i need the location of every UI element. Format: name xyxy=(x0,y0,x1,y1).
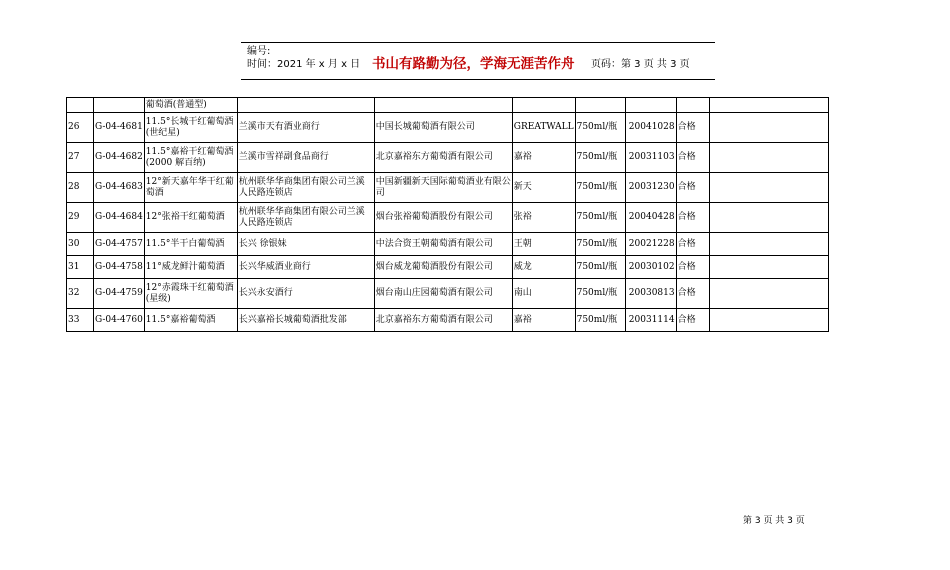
sample-code-cell: G-04-4682 xyxy=(94,143,145,173)
production-date-cell: 20021228 xyxy=(625,233,676,256)
production-date-cell: 20040428 xyxy=(625,203,676,233)
manufacturer-cell: 北京嘉裕东方葡萄酒有限公司 xyxy=(374,143,512,173)
table-row xyxy=(67,309,829,332)
sampled-unit-cell: 兰溪市天有酒业商行 xyxy=(237,113,374,143)
manufacturer-cell: 烟台威龙葡萄酒股份有限公司 xyxy=(374,256,512,279)
sampled-unit-cell: 杭州联华华商集团有限公司兰溪人民路连锁店 xyxy=(237,173,374,203)
result-cell: 合格 xyxy=(676,256,709,279)
product-name-cell: 12°新天嘉年华干红葡萄酒 xyxy=(144,173,237,203)
sampled-unit-cell: 长兴嘉裕长城葡萄酒批发部 xyxy=(237,309,374,332)
brand-cell: 张裕 xyxy=(512,203,575,233)
manufacturer-cell: 中国长城葡萄酒有限公司 xyxy=(374,113,512,143)
table-cell xyxy=(374,98,512,113)
table-row xyxy=(67,173,829,203)
table-row-continuation xyxy=(67,98,829,113)
product-name-cell: 11.5°嘉裕干红葡萄酒(2000 解百纳) xyxy=(144,143,237,173)
remarks-cell xyxy=(709,233,828,256)
page-header xyxy=(241,42,715,80)
manufacturer-cell: 烟台南山庄园葡萄酒有限公司 xyxy=(374,279,512,309)
brand-cell: 南山 xyxy=(512,279,575,309)
remarks-cell xyxy=(709,143,828,173)
manufacturer-cell: 北京嘉裕东方葡萄酒有限公司 xyxy=(374,309,512,332)
table-cell xyxy=(625,98,676,113)
spec-cell: 750ml/瓶 xyxy=(575,233,625,256)
sampled-unit-cell: 兰溪市雪祥副食品商行 xyxy=(237,143,374,173)
result-cell: 合格 xyxy=(676,233,709,256)
product-name-cell: 12°赤霞珠干红葡萄酒(星级) xyxy=(144,279,237,309)
brand-cell: 嘉裕 xyxy=(512,143,575,173)
sample-code-cell: G-04-4758 xyxy=(94,256,145,279)
table-cell xyxy=(512,98,575,113)
manufacturer-cell: 烟台张裕葡萄酒股份有限公司 xyxy=(374,203,512,233)
spec-cell: 750ml/瓶 xyxy=(575,173,625,203)
row-number-cell: 28 xyxy=(67,173,94,203)
production-date-cell: 20030102 xyxy=(625,256,676,279)
manufacturer-cell: 中法合资王朝葡萄酒有限公司 xyxy=(374,233,512,256)
manufacturer-cell: 中国新疆新天国际葡萄酒业有限公司 xyxy=(374,173,512,203)
sampled-unit-cell: 长兴 徐银妹 xyxy=(237,233,374,256)
header-meta xyxy=(247,45,360,71)
product-name-cell: 11.5°长城干红葡萄酒(世纪星) xyxy=(144,113,237,143)
production-date-cell: 20031103 xyxy=(625,143,676,173)
remarks-cell xyxy=(709,203,828,233)
header-motto: 书山有路勤为径，学海无涯苦作舟 xyxy=(372,56,575,72)
production-date-cell: 20031230 xyxy=(625,173,676,203)
sample-code-cell: G-04-4681 xyxy=(94,113,145,143)
table-row xyxy=(67,233,829,256)
sampled-unit-cell: 长兴永安酒行 xyxy=(237,279,374,309)
table-cell xyxy=(67,98,94,113)
row-number-cell: 27 xyxy=(67,143,94,173)
product-name-cell: 11°威龙鲜汁葡萄酒 xyxy=(144,256,237,279)
sampled-unit-cell: 长兴华威酒业商行 xyxy=(237,256,374,279)
sample-code-cell: G-04-4759 xyxy=(94,279,145,309)
document-number-label: 编号: xyxy=(247,46,271,57)
remarks-cell xyxy=(709,256,828,279)
spec-cell: 750ml/瓶 xyxy=(575,113,625,143)
remarks-cell xyxy=(709,309,828,332)
table-row xyxy=(67,113,829,143)
brand-cell: 威龙 xyxy=(512,256,575,279)
result-cell: 合格 xyxy=(676,203,709,233)
page-footer: 第 3 页 共 3 页 xyxy=(743,516,805,526)
brand-cell: 新天 xyxy=(512,173,575,203)
sample-code-cell: G-04-4683 xyxy=(94,173,145,203)
product-name-cell: 11.5°嘉裕葡萄酒 xyxy=(144,309,237,332)
product-name-cell: 12°张裕干红葡萄酒 xyxy=(144,203,237,233)
product-name-cell: 11.5°半干白葡萄酒 xyxy=(144,233,237,256)
spec-cell: 750ml/瓶 xyxy=(575,309,625,332)
row-number-cell: 33 xyxy=(67,309,94,332)
brand-cell: 嘉裕 xyxy=(512,309,575,332)
production-date-cell: 20031114 xyxy=(625,309,676,332)
brand-cell: GREATWALL xyxy=(512,113,575,143)
result-cell: 合格 xyxy=(676,143,709,173)
table-cell xyxy=(575,98,625,113)
row-number-cell: 30 xyxy=(67,233,94,256)
row-number-cell: 29 xyxy=(67,203,94,233)
result-cell: 合格 xyxy=(676,173,709,203)
table-row xyxy=(67,256,829,279)
remarks-cell xyxy=(709,279,828,309)
spec-cell: 750ml/瓶 xyxy=(575,203,625,233)
row-number-cell: 31 xyxy=(67,256,94,279)
table-row xyxy=(67,203,829,233)
remarks-cell xyxy=(709,173,828,203)
remarks-cell xyxy=(709,113,828,143)
sample-code-cell: G-04-4760 xyxy=(94,309,145,332)
table-cell xyxy=(94,98,145,113)
production-date-cell: 20041028 xyxy=(625,113,676,143)
sampled-unit-cell: 杭州联华华商集团有限公司兰溪人民路连锁店 xyxy=(237,203,374,233)
sample-code-cell: G-04-4757 xyxy=(94,233,145,256)
spec-cell: 750ml/瓶 xyxy=(575,279,625,309)
product-cell: 葡萄酒(普通型) xyxy=(144,98,237,113)
row-number-cell: 26 xyxy=(67,113,94,143)
table-row xyxy=(67,279,829,309)
production-date-cell: 20030813 xyxy=(625,279,676,309)
result-cell: 合格 xyxy=(676,113,709,143)
sample-code-cell: G-04-4684 xyxy=(94,203,145,233)
inspection-results-table xyxy=(66,97,829,332)
spec-cell: 750ml/瓶 xyxy=(575,256,625,279)
table-cell xyxy=(676,98,709,113)
brand-cell: 王朝 xyxy=(512,233,575,256)
table-cell xyxy=(709,98,828,113)
header-page-number: 页码：第 3 页 共 3 页 xyxy=(591,59,690,70)
table-row xyxy=(67,143,829,173)
row-number-cell: 32 xyxy=(67,279,94,309)
table-cell xyxy=(237,98,374,113)
document-time-label: 时间：2021 年 x 月 x 日 xyxy=(247,59,361,70)
result-cell: 合格 xyxy=(676,279,709,309)
spec-cell: 750ml/瓶 xyxy=(575,143,625,173)
result-cell: 合格 xyxy=(676,309,709,332)
